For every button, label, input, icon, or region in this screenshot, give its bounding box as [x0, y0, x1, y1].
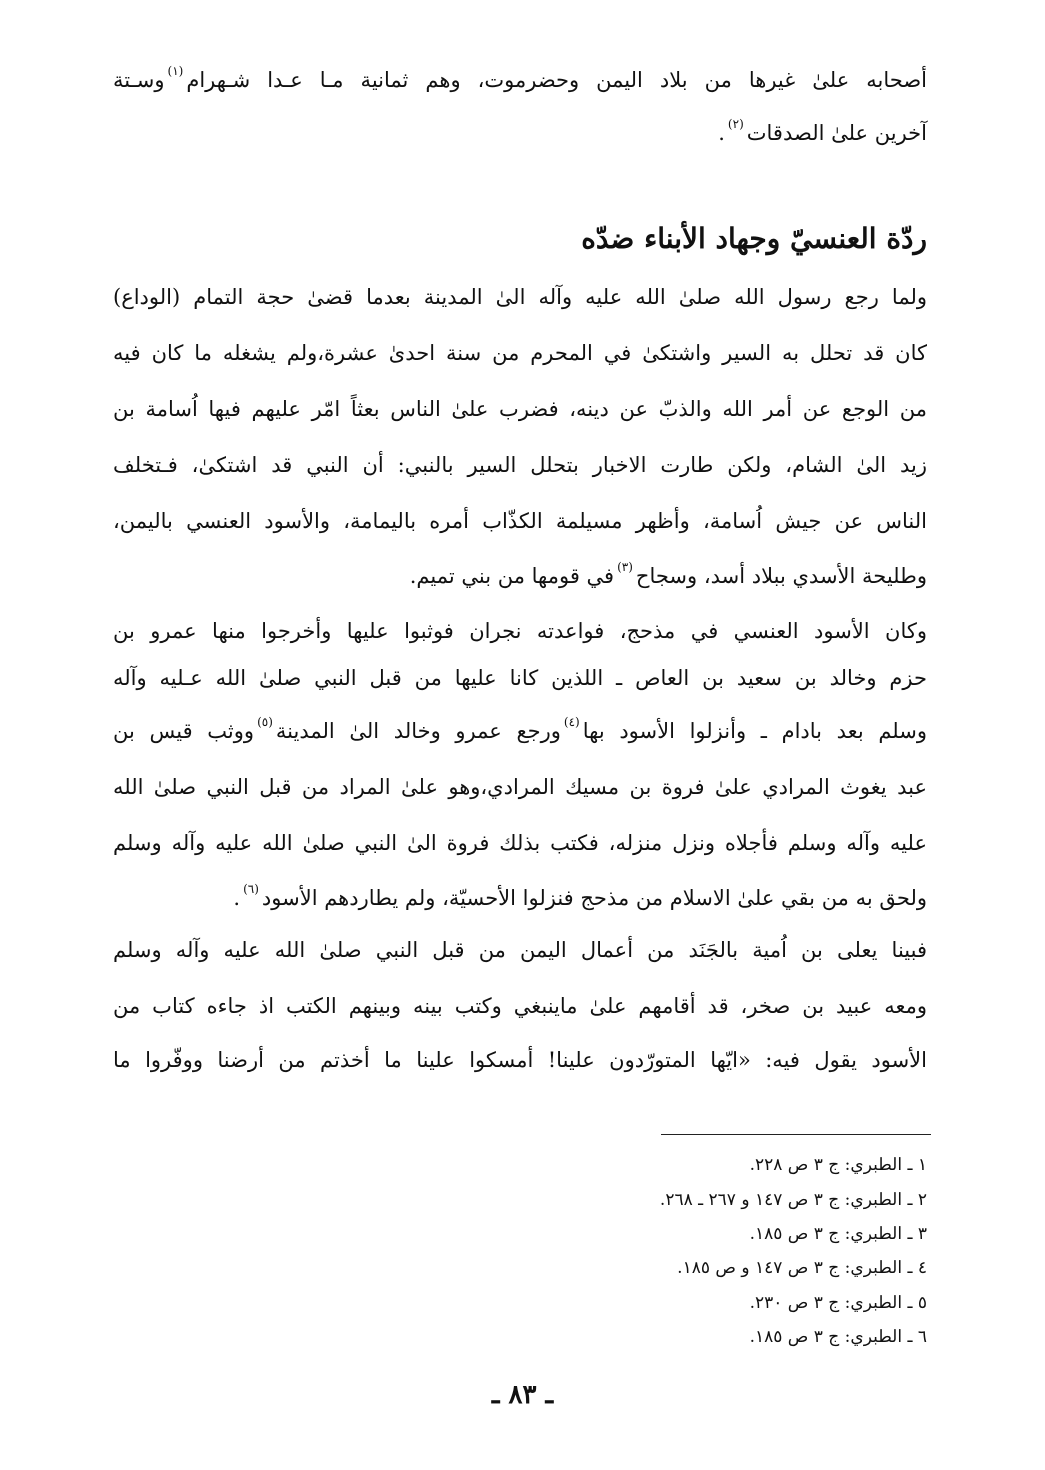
para2-line-1: وكان الأسود العنسي في مذحج، فواعدته نجران فوثبوا عليها وأخرجوا منها عمرو بن: [113, 619, 927, 643]
footnote-5: ٥ ـ الطبري: ج ٣ ص ٢٣٠.: [749, 1293, 927, 1313]
para2-line-3: وسلم بعد بادام ـ وأنزلوا الأسود بها$^{(٤)}$ورجع عمرو وخالد الىٰ المدينة$^{(٥)}$ووثب قيس بن: [113, 715, 927, 743]
page-number: ـ ٨٣ ـ: [491, 1380, 554, 1410]
para2-line-5: عليه وآله وسلم فأجلاه ونزل منزله، فكتب بذلك فروة الىٰ النبي صلىٰ الله عليه وآله وسلم: [113, 831, 927, 855]
para1-line-2: كان قد تحلل به السير واشتكىٰ في المحرم من سنة احدىٰ عشرة،ولم يشغله ما كان فيه: [113, 341, 927, 365]
footnote-ref-1[interactable]: (١): [167, 64, 184, 78]
para2-line-4: عبد يغوث المرادي علىٰ فروة بن مسيك المرادي،وهو علىٰ المراد من قبل النبي صلىٰ الله: [113, 775, 927, 799]
footnote-ref-3[interactable]: (٣): [617, 560, 633, 574]
section-heading: ردّة العنسيّ وجهاد الأبناء ضدّه: [581, 222, 927, 255]
para3-line-2: ومعه عبيد بن صخر، قد أقامهم علىٰ ماينبغي وكتب بينه وبينهم الكتب اذ جاءه كتاب من: [113, 994, 927, 1018]
footnote-ref-4[interactable]: (٤): [563, 715, 580, 729]
footnote-3: ٣ ـ الطبري: ج ٣ ص ١٨٥.: [749, 1224, 927, 1244]
footnote-divider: [661, 1134, 931, 1135]
footnote-6: ٦ ـ الطبري: ج ٣ ص ١٨٥.: [749, 1327, 927, 1347]
para1-line-5: الناس عن جيش اُسامة، وأظهر مسيلمة الكذّاب أمره باليمامة، والأسود العنسي باليمن،: [113, 509, 927, 533]
intro-line-1: أصحابه علىٰ غيرها من بلاد اليمن وحضرموت، وهم ثمانية مـا عـدا شـهرام$^{(١)}$وسـتة: [113, 64, 927, 92]
para2-line-2: حزم وخالد بن سعيد بن العاص ـ اللذين كانا عليها من قبل النبي صلىٰ الله عـليه وآله: [113, 666, 927, 690]
footnote-4: ٤ ـ الطبري: ج ٣ ص ١٤٧ و ص ١٨٥.: [677, 1258, 927, 1278]
para1-line-6: وطليحة الأسدي ببلاد أسد، وسجاح$^{(٣)}$في قومها من بني تميم.: [409, 560, 927, 588]
footnote-2: ٢ ـ الطبري: ج ٣ ص ١٤٧ و ٢٦٧ ـ ٢٦٨.: [659, 1190, 927, 1210]
footnote-ref-6[interactable]: (٦): [243, 882, 259, 896]
para3-line-3: الأسود يقول فيه: «ايّها المتورّدون علينا! أمسكوا علينا ما أخذتم من أرضنا ووفّروا ما: [113, 1048, 927, 1072]
para1-line-4: زيد الىٰ الشام، ولكن طارت الاخبار بتحلل السير بالنبي: أن النبي قد اشتكىٰ، فـتخلف: [113, 453, 927, 477]
intro-line-2: آخرين علىٰ الصدقات$^{(٢)}$.: [718, 117, 927, 145]
footnote-ref-2[interactable]: (٢): [727, 117, 744, 131]
para1-line-3: من الوجع عن أمر الله والذبّ عن دينه، فضرب علىٰ الناس بعثاً امّر عليهم فيها اُسامة بن: [113, 397, 927, 421]
para1-line-1: ولما رجع رسول الله صلىٰ الله عليه وآله الىٰ المدينة بعدما قضىٰ حجة التمام (الوداع): [113, 285, 927, 309]
para3-line-1: فبينا يعلى بن اُمية بالجَنَد من أعمال اليمن من قبل النبي صلىٰ الله عليه وآله وسلم: [113, 938, 927, 962]
footnote-1: ١ ـ الطبري: ج ٣ ص ٢٢٨.: [749, 1155, 927, 1175]
footnote-ref-5[interactable]: (٥): [257, 715, 273, 729]
para2-line-6: ولحق به من بقي علىٰ الاسلام من مذحج فنزلوا الأحسيّة، ولم يطاردهم الأسود$^{(٦)}$.: [233, 882, 927, 910]
